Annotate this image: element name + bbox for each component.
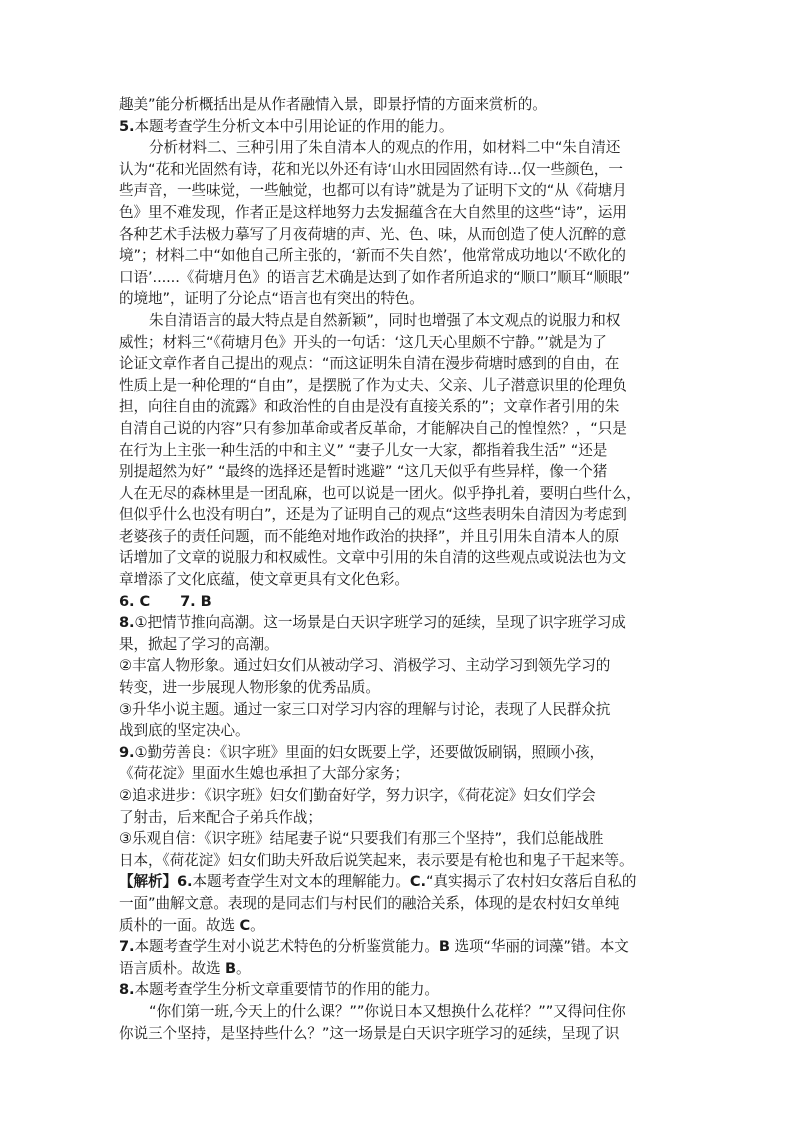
text-run: 本题考查学生对文本的理解能力。 xyxy=(192,873,410,891)
text-line xyxy=(119,116,679,138)
text-run: 日本，《荷花淀》妇女们助夫歼敌后说笑起来，表示要是有枪也和鬼子干起来等。 xyxy=(119,851,634,869)
text-run: “你们第一班,今天上的什么课？””你说日本又想换什么花样？””又得问住你 xyxy=(149,1002,626,1020)
text-run: 本题考查学生对小说艺术特色的分析鉴赏能力。 xyxy=(134,938,439,956)
text-line xyxy=(119,526,679,548)
text-run: 人在无尽的森林里是一团乱麻，也可以说是一团火。似乎挣扎着，要明白些什么， xyxy=(119,484,641,502)
bold-text: 8. xyxy=(119,981,135,999)
text-run: ①把情节推向高潮。这一场景是白天识字班学习的延续，呈现了识字班学习成 xyxy=(134,614,626,632)
text-line xyxy=(119,634,679,656)
bold-text: 9. xyxy=(119,743,135,761)
text-line xyxy=(119,785,679,807)
text-line xyxy=(119,375,679,397)
text-run: ③升华小说主题。通过一家三口对学习内容的理解与讨论，表现了人民群众抗 xyxy=(119,700,611,718)
text-line xyxy=(119,850,679,872)
text-line xyxy=(119,699,679,721)
text-line xyxy=(119,504,679,526)
text-line xyxy=(119,396,679,418)
text-line xyxy=(119,958,679,980)
text-line xyxy=(119,483,679,505)
text-run: 色》里不难发现，作者正是这样地努力去发掘蕴含在大自然里的这些“诗”，运用 xyxy=(119,203,627,221)
text-run: ①勤劳善良：《识字班》里面的妇女既要上学，还要做饭刷锅，照顾小孩， xyxy=(134,743,604,761)
text-run: 质朴的一面。故选 xyxy=(119,916,240,934)
text-line xyxy=(119,655,679,677)
bold-text: 6. C xyxy=(119,592,151,610)
text-run: 口语’......《荷塘月色》的语言艺术确是达到了如作者所追求的“顺口”顺耳“顺眼” xyxy=(119,268,630,286)
text-line xyxy=(119,720,679,742)
text-line xyxy=(119,742,679,764)
bold-text: C. xyxy=(409,873,426,891)
text-line xyxy=(119,310,679,332)
text-run: ②追求进步：《识字班》妇女们勤奋好学，努力识字，《荷花淀》妇女们学会 xyxy=(119,787,596,804)
text-line xyxy=(119,180,679,202)
text-line xyxy=(119,94,679,116)
text-line xyxy=(119,159,679,181)
text-run: 语言质朴。故选 xyxy=(119,959,225,977)
text-run: ③乐观自信：《识字班》结尾妻子说“只要我们有那三个坚持”，我们总能战胜 xyxy=(119,830,604,848)
text-line xyxy=(119,332,679,354)
text-line xyxy=(119,353,679,375)
text-run: 的境地”，证明了分论点“语言也有突出的特色。 xyxy=(119,290,424,308)
text-run: 一面”曲解文意。表现的是同志们与村民们的融洽关系，体现的是农村妇女单纯 xyxy=(119,894,620,912)
text-line xyxy=(119,224,679,246)
text-line xyxy=(119,936,679,958)
text-run: 自清自己说的内容”只有参加革命或者反革命，才能解决自己的惶惶然？，“只是 xyxy=(119,419,627,437)
bold-text: 8. xyxy=(119,614,135,632)
bold-text: 7. xyxy=(119,938,135,956)
text-line xyxy=(119,288,679,310)
text-line xyxy=(119,677,679,699)
text-line xyxy=(119,202,679,224)
text-run: 《荷花淀》里面水生媳也承担了大部分家务； xyxy=(119,765,409,783)
text-line xyxy=(119,979,679,1001)
text-run: 但似乎什么也没有明白”，还是为了证明自己的观点“这些表明朱自清因为考虑到 xyxy=(119,506,627,524)
text-run: 论证文章作者自己提出的观点：“而这证明朱自清在漫步荷塘时感到的自由，在 xyxy=(119,355,620,373)
bold-text: 6. xyxy=(176,873,193,891)
text-line xyxy=(119,569,679,591)
text-line xyxy=(119,440,679,462)
text-line xyxy=(119,591,679,613)
text-run: 转变，进一步展现人物形象的优秀品质。 xyxy=(119,679,380,697)
text-line xyxy=(119,871,679,893)
text-line xyxy=(119,267,679,289)
text-run: 威性；材料三“《荷塘月色》开头的一句话：‘这几天心里颇不宁静。”’就是为了 xyxy=(119,333,607,351)
bold-text: B xyxy=(438,938,450,956)
text-line xyxy=(119,1001,679,1023)
text-line xyxy=(119,418,679,440)
bold-text: 5. xyxy=(119,117,135,135)
text-run: 些声音，一些味觉，一些触觉，也都可以有诗”就是为了证明下文的“从《荷塘月 xyxy=(119,182,627,200)
text-line xyxy=(119,612,679,634)
text-line xyxy=(119,245,679,267)
text-line xyxy=(119,1023,679,1045)
text-run: “真实揭示了农村妇女落后自私的 xyxy=(425,873,637,891)
bold-text: C xyxy=(239,916,251,934)
text-run: 了射击，后来配合子弟兵作战； xyxy=(119,808,322,826)
text-run: 在行为上主张一种生活的中和主义” “妻子儿女一大家，都指着我生活” “还是 xyxy=(119,441,608,459)
text-run: 选项“华丽的词藻”错。本文 xyxy=(449,938,629,956)
text-run: 趣美”能分析概括出是从作者融情入景，即景抒情的方面来赏析的。 xyxy=(119,96,547,113)
text-run: 战到底的坚定决心。 xyxy=(119,722,250,740)
text-line xyxy=(119,893,679,915)
text-run: 别提超然为好” “最终的选择还是暂时逃避” “这几天似乎有些异样，像一个猪 xyxy=(119,463,608,481)
text-line xyxy=(119,461,679,483)
text-run: 你说三个坚持，是坚持些什么？”这一场景是白天识字班学习的延续，呈现了识 xyxy=(119,1024,620,1042)
text-run: 。 xyxy=(250,916,265,934)
text-run: ②丰富人物形象。通过妇女们从被动学习、消极学习、主动学习到领先学习的 xyxy=(119,657,611,675)
text-run: 性质上是一种伦理的“自由”，是摆脱了作为丈夫、父亲、儿子潜意识里的伦理负 xyxy=(119,376,627,394)
bold-text: B xyxy=(225,959,237,977)
text-run: 本题考查学生分析文本中引用论证的作用的能力。 xyxy=(134,117,454,135)
text-line xyxy=(119,807,679,829)
text-line xyxy=(119,915,679,937)
bold-text: 【解析】 xyxy=(119,873,177,891)
text-line xyxy=(119,137,679,159)
text-run: 本题考查学生分析文章重要情节的作用的能力。 xyxy=(134,981,439,999)
text-run: 老婆孩子的责任问题，而不能绝对地作政治的抉择”，并且引用朱自清本人的原 xyxy=(119,527,620,545)
text-run: 各种艺术手法极力摹写了月夜荷塘的声、光、色、味，从而创造了使人沉醉的意 xyxy=(119,225,627,243)
text-run: 章增添了文化底蕴，使文章更具有文化色彩。 xyxy=(119,571,409,589)
text-run: 果，掀起了学习的高潮。 xyxy=(119,635,279,653)
text-run: 分析材料二、三种引用了朱自清本人的观点的作用，如材料二中“朱自清还 xyxy=(149,139,621,157)
answer-document xyxy=(119,94,679,1044)
text-run: 认为“花和光固然有诗，花和光以外还有诗‘山水田园固然有诗...仅一些颜色，一 xyxy=(119,160,623,178)
text-run: 担，向往自由的流露》和政治性的自由是没有直接关系的”；文章作者引用的朱 xyxy=(119,398,620,416)
text-line xyxy=(119,828,679,850)
text-line xyxy=(119,547,679,569)
text-run: 朱自清语言的最大特点是自然新颖”，同时也增强了本文观点的说服力和权 xyxy=(149,311,621,329)
text-run: 。 xyxy=(236,959,251,977)
text-run: 境”；材料二中“如他自己所主张的，‘新而不失自然’，他常常成功地以‘不欧化的 xyxy=(119,247,626,265)
text-run: 话增加了文章的说服力和权威性。文章中引用的朱自清的这些观点或说法也为文 xyxy=(119,549,627,567)
text-line xyxy=(119,763,679,785)
bold-text: 7. B xyxy=(180,592,212,610)
